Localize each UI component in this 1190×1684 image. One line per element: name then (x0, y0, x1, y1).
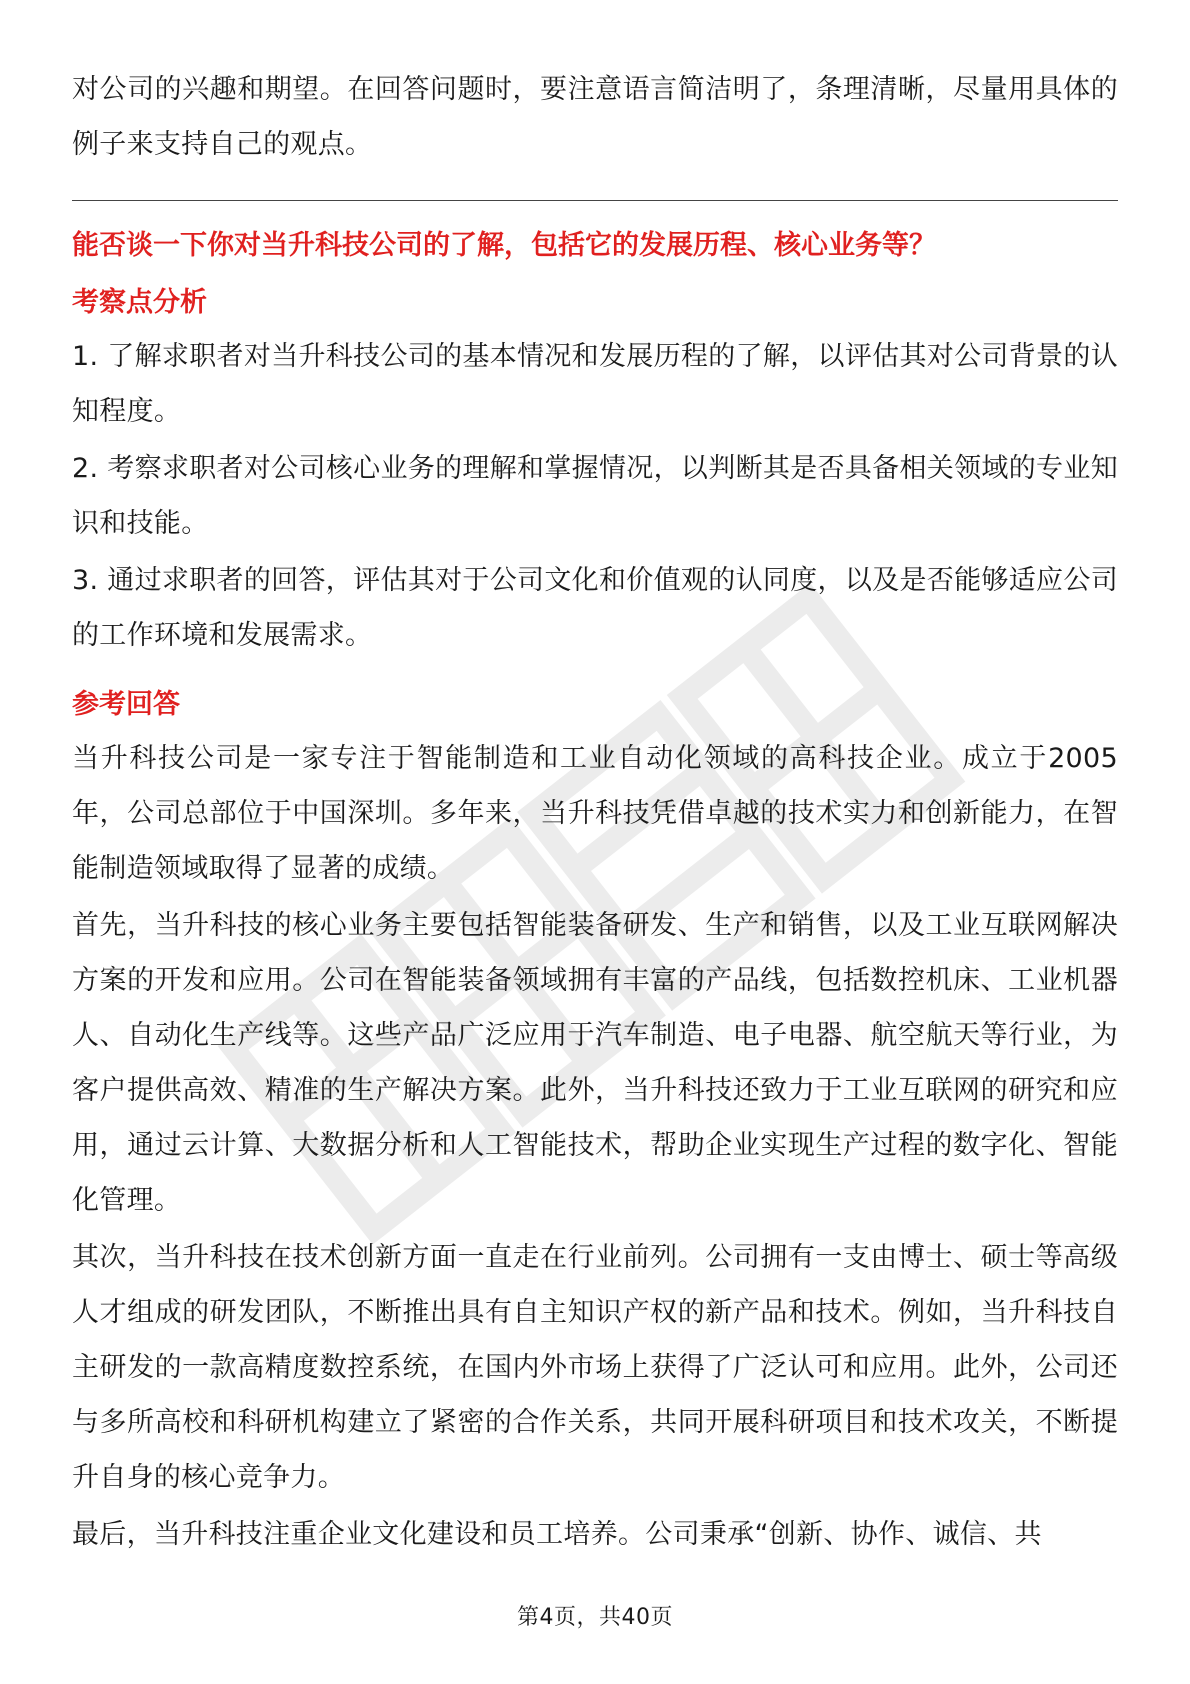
section-divider (72, 200, 1118, 201)
page-content (72, 62, 1118, 1564)
answer-heading: 参考回答 (72, 689, 180, 720)
intro-paragraph: 对公司的兴趣和期望。在回答问题时，要注意语言简洁明了，条理清晰，尽量用具体的例子来支持自己的观点。 (72, 74, 1118, 160)
answer-paragraph: 当升科技公司是一家专注于智能制造和工业自动化领域的高科技企业。成立于2005年，公司总部位于中国深圳。多年来，当升科技凭借卓越的技术实力和创新能力，在智能制造领域取得了显著的成绩。 (72, 743, 1118, 884)
analysis-item: 2. 考察求职者对公司核心业务的理解和掌握情况，以判断其是否具备相关领域的专业知识和技能。 (72, 453, 1118, 539)
analysis-item: 3. 通过求职者的回答，评估其对于公司文化和价值观的认同度，以及是否能够适应公司的工作环境和发展需求。 (72, 565, 1118, 651)
page-number-footer: 第4页，共40页 (517, 1605, 673, 1630)
analysis-item: 1. 了解求职者对当升科技公司的基本情况和发展历程的了解，以评估其对公司背景的认知程度。 (72, 341, 1118, 427)
answer-paragraph: 首先，当升科技的核心业务主要包括智能装备研发、生产和销售，以及工业互联网解决方案的开发和应用。公司在智能装备领域拥有丰富的产品线，包括数控机床、工业机器人、自动化生产线等。这些产品广泛应用于汽车制造、电子电器、航空航天等行业，为客户提供高效、精准的生产解决方案。此外，当升科技还致力于工业互联网的研究和应用，通过云计算、大数据分析和人工智能技术，帮助企业实现生产过程的数字化、智能化管理。 (72, 910, 1118, 1216)
answer-paragraph: 其次，当升科技在技术创新方面一直走在行业前列。公司拥有一支由博士、硕士等高级人才组成的研发团队，不断推出具有自主知识产权的新产品和技术。例如，当升科技自主研发的一款高精度数控系统，在国内外市场上获得了广泛认可和应用。此外，公司还与多所高校和科研机构建立了紧密的合作关系，共同开展科研项目和技术攻关，不断提升自身的核心竞争力。 (72, 1242, 1118, 1493)
interview-question: 能否谈一下你对当升科技公司的了解，包括它的发展历程、核心业务等？ (72, 230, 936, 261)
answer-paragraph: 最后，当升科技注重企业文化建设和员工培养。公司秉承“创新、协作、诚信、共 (72, 1519, 1042, 1550)
analysis-heading: 考察点分析 (72, 287, 207, 318)
